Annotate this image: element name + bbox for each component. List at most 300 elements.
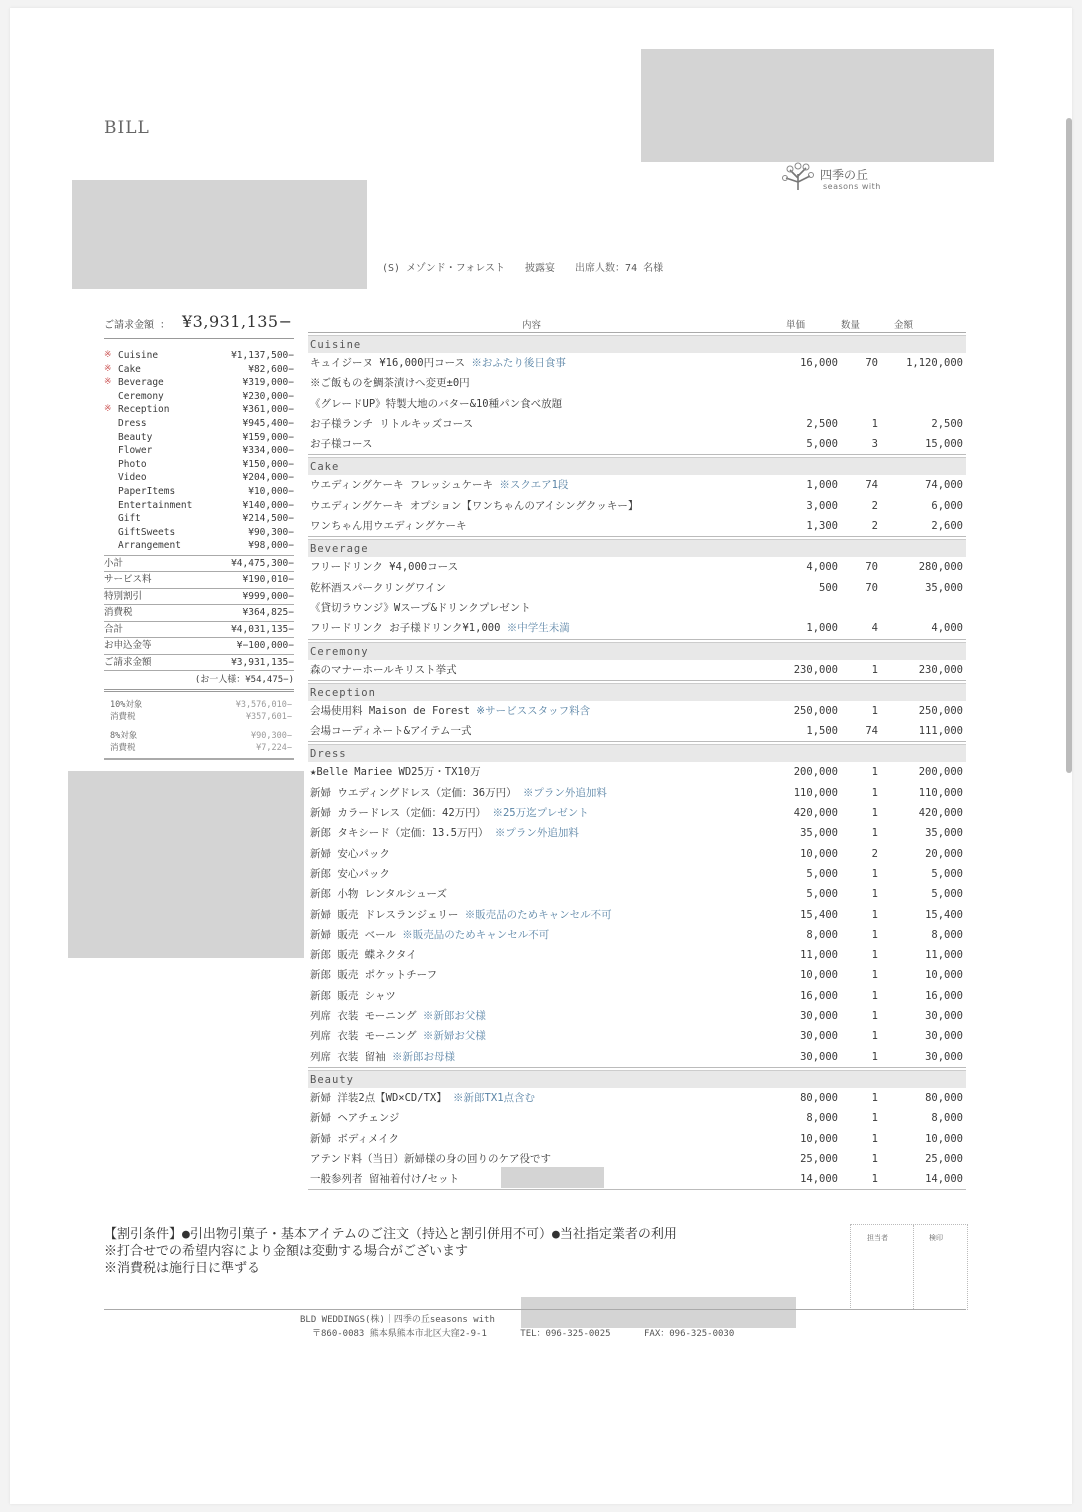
unit-price: 16,000 [800,989,838,1002]
category-amount: ¥98,000− [248,540,294,552]
table-row [308,905,966,925]
category-amount: ¥334,000− [242,445,294,457]
row-description [310,905,612,925]
item-name: ※ご飯ものを鯛茶漬けへ変更±0円 [310,377,470,390]
quantity: 1 [871,1112,878,1125]
table-row [308,434,966,455]
quantity: 1 [871,766,878,779]
quantity: 1 [871,807,878,820]
category-mark: ※ [104,363,112,374]
figure-name: 合計 [104,623,124,635]
tax-amount: ¥7,224− [256,742,292,753]
line-amount: 25,000 [925,1152,963,1165]
item-note: ※新郎TX1点含む [453,1091,536,1104]
table-header [308,314,966,333]
line-amount: 15,400 [925,908,963,921]
quantity: 2 [871,847,878,860]
unit-price: 3,000 [806,499,838,512]
table-row [308,1129,966,1149]
total-value: ¥3,931,135− [182,312,293,331]
table-row [308,986,966,1006]
item-name: 列席 衣装 モーニング [310,1030,417,1043]
category-name: Beauty [118,431,153,443]
unit-price: 230,000 [793,663,838,676]
category-amount: ¥10,000− [248,485,294,497]
logo-subtitle: seasons with [823,182,881,191]
line-amount: 74,000 [925,479,963,492]
category-amount: ¥159,000− [242,431,294,443]
category-name: Gift [118,513,141,525]
tax-row [104,712,294,724]
item-name: ウエディングケーキ オプション【ワンちゃんのアイシングクッキー】 [310,499,639,512]
category-name: GiftSweets [118,526,176,538]
quantity: 1 [871,888,878,901]
staff-label: 担当者 [867,1234,888,1242]
category-total-row [104,512,294,526]
row-description [310,660,457,680]
quantity: 2 [871,499,878,512]
unit-price: 80,000 [800,1091,838,1104]
figure-amount: ¥4,475,300− [231,557,294,569]
row-description [310,844,390,864]
table-row [308,803,966,823]
item-note: ※販売品のためキャンセル不可 [464,908,612,921]
unit-price: 200,000 [793,766,838,779]
table-row [308,884,966,904]
row-description [310,701,590,721]
line-amount: 280,000 [918,561,963,574]
row-description [310,1149,551,1169]
approval-divider [913,1225,914,1309]
table-row [308,721,966,742]
unit-price: 8,000 [806,928,838,941]
item-name: 新婦 カラードレス（定価：42万円） [310,807,487,820]
tax-row [104,731,294,743]
quantity: 1 [871,867,878,880]
table-row [308,660,966,681]
item-name: 《貸切ラウンジ》Wスープ&ドリンクプレゼント [310,601,531,614]
category-name: Ceremony [118,390,164,402]
category-total-row [104,363,294,377]
item-name: 新郎 小物 レンタルシューズ [310,888,447,901]
category-name: Dress [118,417,147,429]
item-note: ※サービススタッフ料含 [476,704,591,717]
table-row [308,1088,966,1108]
quantity: 1 [871,1091,878,1104]
item-note: ※プラン外追加料 [522,786,607,799]
table-row [308,1108,966,1128]
tax-name: 消費税 [110,711,136,722]
tax-name: 8%対象 [110,731,138,742]
header-unit: 単価 [786,320,806,331]
item-note: ※25万迄プレゼント [492,807,589,820]
section-header: Reception [308,683,966,701]
quantity: 74 [865,725,878,738]
condition-line: 【割引条件】●引出物引菓子・基本アイテムのご注文（持込と割引併用不可）●当社指定業者の利用 [104,1227,677,1242]
unit-price: 11,000 [800,949,838,962]
table-row [308,475,966,495]
line-amount: 30,000 [925,1030,963,1043]
row-description [310,1006,486,1026]
summary-figure-row [104,589,294,606]
item-name: 新婦 ボディメイク [310,1132,400,1145]
unit-price: 16,000 [800,357,838,369]
item-name: 《グレードUP》特製大地のバター&10種パン食べ放題 [310,397,563,410]
unit-price: 420,000 [793,807,838,820]
summary-figures [104,556,294,672]
category-name: Entertainment [118,499,193,511]
category-amount: ¥140,000− [242,499,294,511]
item-name: 新郎 安心パック [310,867,390,880]
row-description [310,414,473,434]
table-row [308,516,966,537]
logo [778,160,898,194]
tax-name: 消費税 [110,742,136,753]
section-header: Cake [308,457,966,475]
category-total-row [104,349,294,363]
table-row [308,598,966,618]
figure-name: ご請求金額 [104,656,152,668]
redacted-block-client [72,180,367,289]
item-name: 新婦 ヘアチェンジ [310,1112,400,1125]
category-total-row [104,403,294,417]
figure-amount: ¥4,031,135− [231,623,294,635]
quantity: 1 [871,908,878,921]
quantity: 1 [871,989,878,1002]
quantity: 1 [871,969,878,982]
row-description [310,578,446,598]
line-amount: 111,000 [918,725,963,738]
table-row [308,578,966,598]
quantity: 1 [871,786,878,799]
line-amount: 35,000 [925,827,963,840]
redacted-block-top-right [641,49,994,162]
line-amount: 14,000 [925,1173,963,1186]
item-note: ※販売品のためキャンセル不可 [402,928,550,941]
row-description [310,1108,399,1128]
unit-price: 8,000 [806,1112,838,1125]
table-row [308,844,966,864]
quantity: 70 [865,581,878,594]
row-description [310,557,458,577]
item-name: 列席 衣装 留袖 [310,1050,386,1063]
footer-company: BLD WEDDINGS(株)｜四季の丘seasons with [300,1315,495,1325]
check-label: 検印 [929,1234,943,1242]
item-name: キュイジーヌ ¥16,000円コース [310,357,466,369]
category-name: Cake [118,363,141,375]
item-name: フリードリンク お子様ドリンク¥1,000 [310,622,501,635]
category-total-row [104,539,294,553]
quantity: 1 [871,827,878,840]
table-row [308,373,966,393]
category-amount: ¥361,000− [242,404,294,416]
quantity: 74 [865,479,878,492]
figure-name: 消費税 [104,607,133,619]
approval-boxes [850,1224,968,1310]
quantity: 1 [871,1173,878,1186]
unit-price: 500 [819,581,838,594]
per-person: (お一人様：¥54,475−) [104,671,294,692]
row-description [310,762,481,782]
item-name: 会場コーディネート&アイテム一式 [310,725,472,738]
summary-figure-row [104,605,294,622]
tax-amount: ¥357,601− [245,711,292,722]
line-amount: 2,600 [931,520,963,533]
category-total-row [104,526,294,540]
unit-price: 1,300 [806,520,838,533]
venue-name: (S) メゾンド・フォレスト [382,263,505,274]
row-description [310,434,372,454]
category-total-row [104,499,294,513]
line-amount: 230,000 [918,663,963,676]
item-name: 新郎 タキシード（定価：13.5万円） [310,827,489,840]
figure-name: 小計 [104,557,124,569]
unit-price: 110,000 [793,786,838,799]
table-row [308,353,966,373]
row-description [310,864,390,884]
total-label: ご請求金額 ： [104,320,171,331]
line-amount: 15,000 [925,438,963,451]
line-amount: 6,000 [931,499,963,512]
item-name: 新婦 安心パック [310,847,390,860]
unit-price: 250,000 [793,704,838,717]
row-description [310,1169,459,1189]
category-total-row [104,390,294,404]
item-name: ウエディングケーキ フレッシュケーキ [310,479,494,492]
row-description [310,945,417,965]
category-total-row [104,471,294,485]
category-total-row [104,458,294,472]
header-qty: 数量 [841,320,861,331]
line-amount: 8,000 [931,1112,963,1125]
item-name: ★Belle Mariee WD25万・TX10万 [310,766,481,779]
item-note: ※プラン外追加料 [494,827,579,840]
item-name: 新婦 販売 ドレスランジェリー [310,908,459,921]
guest-count: 出席人数：74 名様 [575,263,664,274]
figure-amount: ¥190,010− [242,574,294,586]
table-row [308,557,966,577]
line-amount: 16,000 [925,989,963,1002]
event-type: 披露宴 [525,263,556,274]
footer-contact [300,1327,762,1341]
table-row [308,1149,966,1169]
section-header: Cuisine [308,335,966,353]
line-amount: 80,000 [925,1091,963,1104]
figure-amount: ¥3,931,135− [231,656,294,668]
category-amount: ¥204,000− [242,472,294,484]
unit-price: 10,000 [800,1132,838,1145]
category-amount: ¥1,137,500− [231,350,294,361]
table-row [308,1169,966,1190]
category-name: Photo [118,458,147,470]
item-note: ※中学生未満 [506,622,570,635]
line-amount: 110,000 [918,786,963,799]
line-amount: 5,000 [931,888,963,901]
category-name: Flower [118,445,153,457]
conditions [104,1226,677,1277]
table-row [308,783,966,803]
line-amount: 250,000 [918,704,963,717]
row-description [310,803,589,823]
item-name: フリードリンク ¥4,000コース [310,561,459,574]
table-row [308,823,966,843]
category-total-row [104,485,294,499]
tax-row [104,743,294,755]
item-name: 新郎 販売 蝶ネクタイ [310,949,417,962]
quantity: 3 [871,438,878,451]
row-description [310,373,470,393]
table-row [308,701,966,721]
table-row [308,762,966,782]
line-amount: 4,000 [931,622,963,635]
category-amount: ¥214,500− [242,513,294,525]
summary-figure-row [104,655,294,672]
tax-breakdown [104,700,294,760]
bill-title: BILL [104,118,150,138]
footer-fax: FAX：096-325-0030 [643,1329,735,1339]
category-amount: ¥82,600− [248,363,294,375]
redacted-block-left [68,771,304,958]
category-totals [104,339,294,556]
unit-price: 10,000 [800,969,838,982]
logo-name: 四季の丘 [820,168,869,182]
unit-price: 30,000 [800,1010,838,1023]
row-description [310,783,607,803]
item-name: ワンちゃん用ウエディングケーキ [310,520,467,533]
item-name: 新郎 販売 ポケットチーフ [310,969,438,982]
figure-name: サービス料 [104,574,152,586]
category-name: PaperItems [118,485,176,497]
table-row [308,618,966,639]
unit-price: 4,000 [806,561,838,574]
section-header: Ceremony [308,642,966,660]
category-amount: ¥230,000− [242,390,294,402]
header-desc: 内容 [522,320,542,331]
row-description [310,353,566,373]
item-name: 新郎 販売 シャツ [310,989,396,1002]
table-row [308,1047,966,1068]
row-description [310,516,466,536]
category-total-row [104,444,294,458]
summary-total [104,312,294,339]
item-name: 会場使用料 Maison de Forest [310,704,470,717]
quantity: 1 [871,1030,878,1043]
table-body [308,335,966,1190]
table-row [308,394,966,414]
line-amount: 200,000 [918,766,963,779]
line-amount: 2,500 [931,417,963,430]
category-mark: ※ [104,350,112,360]
table-row [308,496,966,516]
quantity: 70 [865,357,878,369]
item-name: 新婦 ウエディングドレス（定価：36万円） [310,786,517,799]
quantity: 1 [871,1152,878,1165]
category-name: Beverage [118,377,164,389]
row-description [310,721,472,741]
item-note: ※新郎お母様 [391,1050,455,1063]
quantity: 1 [871,1050,878,1063]
line-amount: 5,000 [931,867,963,880]
row-description [310,618,570,638]
unit-price: 30,000 [800,1030,838,1043]
figure-amount: ¥999,000− [242,590,294,602]
unit-price: 30,000 [800,1050,838,1063]
category-total-row [104,417,294,431]
unit-price: 15,400 [800,908,838,921]
category-total-row [104,431,294,445]
quantity: 2 [871,520,878,533]
item-name: 乾杯酒スパークリングワイン [310,581,446,594]
unit-price: 14,000 [800,1173,838,1186]
row-description [310,1088,535,1108]
row-description [310,965,437,985]
footer-address: 〒860-0083 熊本県熊本市北区大窪2-9-1 [312,1329,487,1339]
figure-name: お申込金等 [104,640,152,652]
line-amount: 30,000 [925,1050,963,1063]
summary-panel [104,312,294,760]
quantity: 1 [871,663,878,676]
tax-amount: ¥3,576,010− [235,700,292,711]
row-description [310,823,579,843]
item-name: 新婦 販売 ベール [310,928,396,941]
category-amount: ¥150,000− [242,458,294,470]
item-name: アテンド料（当日）新婦様の身の回りのケア役です [310,1152,551,1165]
quantity: 1 [871,417,878,430]
line-amount: 20,000 [925,847,963,860]
line-amount: 10,000 [925,969,963,982]
category-name: Reception [118,404,170,416]
row-description [310,475,569,495]
item-name: 列席 衣装 モーニング [310,1010,417,1023]
item-name: 森のマナーホールキリスト挙式 [310,663,457,676]
tax-row [104,700,294,712]
unit-price: 35,000 [800,827,838,840]
category-amount: ¥319,000− [242,377,294,389]
item-name: 一般参列者 留袖着付け/セット [310,1173,460,1186]
footer [300,1313,762,1341]
summary-figure-row [104,572,294,589]
tax-amount: ¥90,300− [251,731,292,742]
quantity: 4 [871,622,878,635]
condition-line: ※消費税は施行日に準ずる [104,1261,261,1276]
row-description [310,925,549,945]
table-row [308,1026,966,1046]
unit-price: 2,500 [806,417,838,430]
section-header: Beauty [308,1070,966,1088]
row-description [310,884,447,904]
scrollbar[interactable] [1066,118,1072,773]
unit-price: 25,000 [800,1152,838,1165]
summary-figure-row [104,638,294,655]
category-name: Video [118,472,147,484]
item-note: ※おふたり後日食事 [471,357,566,369]
item-name: 新婦 洋装2点【WD×CD/TX】 [310,1091,447,1104]
bill-table [308,314,966,1190]
category-mark: ※ [104,404,112,415]
line-amount: 1,120,000 [906,357,963,369]
item-note: ※新郎お父様 [422,1010,486,1023]
unit-price: 10,000 [800,847,838,860]
unit-price: 5,000 [806,867,838,880]
line-amount: 8,000 [931,928,963,941]
unit-price: 5,000 [806,438,838,451]
quantity: 70 [865,561,878,574]
unit-price: 1,500 [806,725,838,738]
quantity: 1 [871,1010,878,1023]
table-row [308,925,966,945]
table-row [308,864,966,884]
category-name: Cuisine [118,350,159,361]
